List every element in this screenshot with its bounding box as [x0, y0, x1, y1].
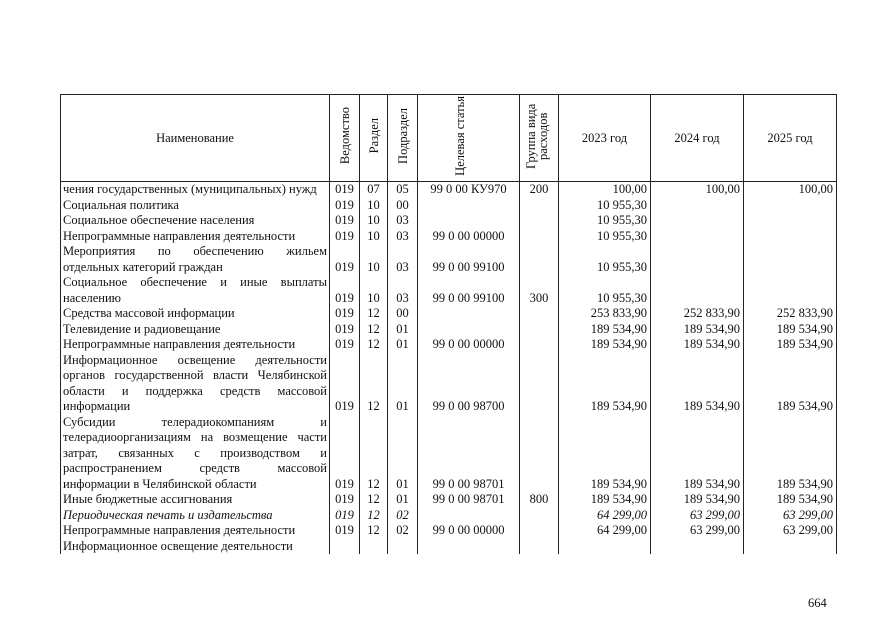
cell-2025: 100,00 [744, 182, 837, 198]
cell-2024 [651, 213, 744, 229]
cell-celevaya: 99 0 00 00000 [418, 337, 520, 353]
cell-2023: 64 299,00 [559, 508, 651, 524]
cell-2025 [744, 244, 837, 275]
cell-vedomstvo: 019 [330, 415, 360, 493]
cell-gruppa [520, 415, 559, 493]
header-name: Наименование [61, 95, 330, 182]
cell-2023: 189 534,90 [559, 415, 651, 493]
cell-vedomstvo [330, 539, 360, 555]
cell-2023: 64 299,00 [559, 523, 651, 539]
cell-2023: 253 833,90 [559, 306, 651, 322]
cell-2024: 63 299,00 [651, 508, 744, 524]
cell-name: Социальное обеспечение населения [61, 213, 330, 229]
table-row [61, 306, 837, 322]
table-row [61, 198, 837, 214]
cell-2023 [559, 539, 651, 555]
budget-table [60, 94, 837, 554]
cell-2025 [744, 539, 837, 555]
cell-celevaya [418, 306, 520, 322]
cell-razdel: 12 [360, 353, 388, 415]
cell-2024 [651, 539, 744, 555]
cell-2025: 189 534,90 [744, 337, 837, 353]
cell-gruppa [520, 523, 559, 539]
cell-vedomstvo: 019 [330, 213, 360, 229]
cell-razdel: 10 [360, 198, 388, 214]
cell-podrazdel: 01 [388, 337, 418, 353]
cell-gruppa [520, 306, 559, 322]
cell-2024 [651, 198, 744, 214]
cell-celevaya: 99 0 00 98701 [418, 492, 520, 508]
cell-podrazdel: 05 [388, 182, 418, 198]
cell-podrazdel: 00 [388, 198, 418, 214]
header-celevaya: Целевая статья [418, 95, 520, 182]
cell-celevaya: 99 0 00 98700 [418, 353, 520, 415]
table-row [61, 213, 837, 229]
cell-2025: 189 534,90 [744, 322, 837, 338]
cell-podrazdel: 01 [388, 322, 418, 338]
header-2023: 2023 год [559, 95, 651, 182]
cell-2023: 189 534,90 [559, 353, 651, 415]
cell-vedomstvo: 019 [330, 508, 360, 524]
cell-name: Телевидение и радиовещание [61, 322, 330, 338]
cell-razdel: 12 [360, 415, 388, 493]
cell-celevaya: 99 0 00 00000 [418, 229, 520, 245]
cell-gruppa [520, 213, 559, 229]
table-row [61, 492, 837, 508]
cell-2023: 189 534,90 [559, 322, 651, 338]
cell-name: Непрограммные направления деятельности [61, 229, 330, 245]
cell-2024 [651, 244, 744, 275]
cell-razdel [360, 539, 388, 555]
cell-razdel: 10 [360, 244, 388, 275]
cell-celevaya [418, 322, 520, 338]
cell-razdel: 10 [360, 275, 388, 306]
cell-podrazdel: 03 [388, 275, 418, 306]
cell-gruppa: 800 [520, 492, 559, 508]
cell-2025: 252 833,90 [744, 306, 837, 322]
cell-gruppa [520, 322, 559, 338]
cell-celevaya: 99 0 00 99100 [418, 275, 520, 306]
cell-podrazdel: 00 [388, 306, 418, 322]
cell-2025: 189 534,90 [744, 415, 837, 493]
cell-vedomstvo: 019 [330, 198, 360, 214]
cell-gruppa [520, 229, 559, 245]
cell-celevaya: 99 0 00 КУ970 [418, 182, 520, 198]
cell-vedomstvo: 019 [330, 353, 360, 415]
cell-2024 [651, 229, 744, 245]
cell-vedomstvo: 019 [330, 306, 360, 322]
header-razdel: Раздел [360, 95, 388, 182]
page-number: 664 [808, 596, 827, 610]
cell-podrazdel: 01 [388, 353, 418, 415]
cell-vedomstvo: 019 [330, 244, 360, 275]
cell-gruppa [520, 244, 559, 275]
cell-gruppa [520, 337, 559, 353]
cell-2024: 189 534,90 [651, 415, 744, 493]
table-row [61, 508, 837, 524]
table-row [61, 539, 837, 555]
cell-celevaya [418, 508, 520, 524]
cell-name: Непрограммные направления деятельности [61, 337, 330, 353]
cell-2023: 189 534,90 [559, 337, 651, 353]
cell-razdel: 12 [360, 322, 388, 338]
cell-gruppa [520, 539, 559, 555]
cell-2023: 10 955,30 [559, 275, 651, 306]
cell-2024: 189 534,90 [651, 322, 744, 338]
cell-2025: 63 299,00 [744, 523, 837, 539]
cell-celevaya [418, 539, 520, 555]
table-row [61, 337, 837, 353]
table-row [61, 244, 837, 275]
cell-celevaya: 99 0 00 00000 [418, 523, 520, 539]
cell-2025 [744, 275, 837, 306]
cell-name: Социальная политика [61, 198, 330, 214]
cell-2024: 63 299,00 [651, 523, 744, 539]
cell-vedomstvo: 019 [330, 229, 360, 245]
cell-2023: 10 955,30 [559, 213, 651, 229]
cell-2024: 100,00 [651, 182, 744, 198]
cell-vedomstvo: 019 [330, 523, 360, 539]
cell-podrazdel: 02 [388, 523, 418, 539]
table-row [61, 275, 837, 306]
cell-name: Социальное обеспечение и иные выплаты населению [61, 275, 330, 306]
table-row [61, 182, 837, 198]
cell-celevaya: 99 0 00 99100 [418, 244, 520, 275]
cell-2025 [744, 198, 837, 214]
table-row [61, 229, 837, 245]
cell-name: Иные бюджетные ассигнования [61, 492, 330, 508]
table-row [61, 353, 837, 415]
cell-vedomstvo: 019 [330, 337, 360, 353]
table-row [61, 523, 837, 539]
cell-razdel: 12 [360, 306, 388, 322]
cell-podrazdel: 01 [388, 415, 418, 493]
cell-vedomstvo: 019 [330, 492, 360, 508]
cell-2025: 189 534,90 [744, 353, 837, 415]
header-row [61, 95, 837, 182]
cell-celevaya [418, 213, 520, 229]
cell-podrazdel: 03 [388, 213, 418, 229]
cell-gruppa: 200 [520, 182, 559, 198]
cell-celevaya: 99 0 00 98701 [418, 415, 520, 493]
header-2024: 2024 год [651, 95, 744, 182]
cell-gruppa [520, 508, 559, 524]
table-row [61, 415, 837, 493]
cell-razdel: 10 [360, 213, 388, 229]
cell-2023: 10 955,30 [559, 244, 651, 275]
cell-2024: 189 534,90 [651, 337, 744, 353]
cell-2025: 63 299,00 [744, 508, 837, 524]
cell-gruppa [520, 353, 559, 415]
cell-2023: 10 955,30 [559, 229, 651, 245]
cell-name: Информационное освещение деятельности [61, 539, 330, 555]
cell-vedomstvo: 019 [330, 275, 360, 306]
header-2025: 2025 год [744, 95, 837, 182]
cell-2023: 10 955,30 [559, 198, 651, 214]
cell-2024 [651, 275, 744, 306]
cell-razdel: 12 [360, 508, 388, 524]
cell-name: Субсидии телерадиокомпаниям и телерадиоорганизациям на возмещение части затрат, связанных с производством и распространением средств массовой информации в Челябинской области [61, 415, 330, 493]
header-vedomstvo: Ведомство [330, 95, 360, 182]
cell-2025 [744, 229, 837, 245]
cell-2025: 189 534,90 [744, 492, 837, 508]
cell-2025 [744, 213, 837, 229]
cell-2024: 189 534,90 [651, 353, 744, 415]
cell-name: Средства массовой информации [61, 306, 330, 322]
cell-vedomstvo: 019 [330, 182, 360, 198]
cell-razdel: 10 [360, 229, 388, 245]
cell-podrazdel: 02 [388, 508, 418, 524]
cell-podrazdel [388, 539, 418, 555]
cell-podrazdel: 03 [388, 229, 418, 245]
cell-name: Непрограммные направления деятельности [61, 523, 330, 539]
cell-razdel: 12 [360, 523, 388, 539]
cell-name: Информационное освещение деятельности органов государственной власти Челябинской области и поддержка средств массовой информации [61, 353, 330, 415]
cell-razdel: 12 [360, 492, 388, 508]
cell-2023: 100,00 [559, 182, 651, 198]
cell-podrazdel: 03 [388, 244, 418, 275]
cell-razdel: 07 [360, 182, 388, 198]
cell-2024: 189 534,90 [651, 492, 744, 508]
cell-podrazdel: 01 [388, 492, 418, 508]
cell-celevaya [418, 198, 520, 214]
cell-2023: 189 534,90 [559, 492, 651, 508]
cell-gruppa: 300 [520, 275, 559, 306]
cell-vedomstvo: 019 [330, 322, 360, 338]
header-gruppa: Группа вида расходов [520, 95, 559, 182]
table-body [61, 182, 837, 555]
header-podrazdel: Подраздел [388, 95, 418, 182]
table-row [61, 322, 837, 338]
cell-name: Мероприятия по обеспечению жильем отдельных категорий граждан [61, 244, 330, 275]
cell-gruppa [520, 198, 559, 214]
cell-name: Периодическая печать и издательства [61, 508, 330, 524]
cell-2024: 252 833,90 [651, 306, 744, 322]
cell-razdel: 12 [360, 337, 388, 353]
cell-name: чения государственных (муниципальных) нужд [61, 182, 330, 198]
